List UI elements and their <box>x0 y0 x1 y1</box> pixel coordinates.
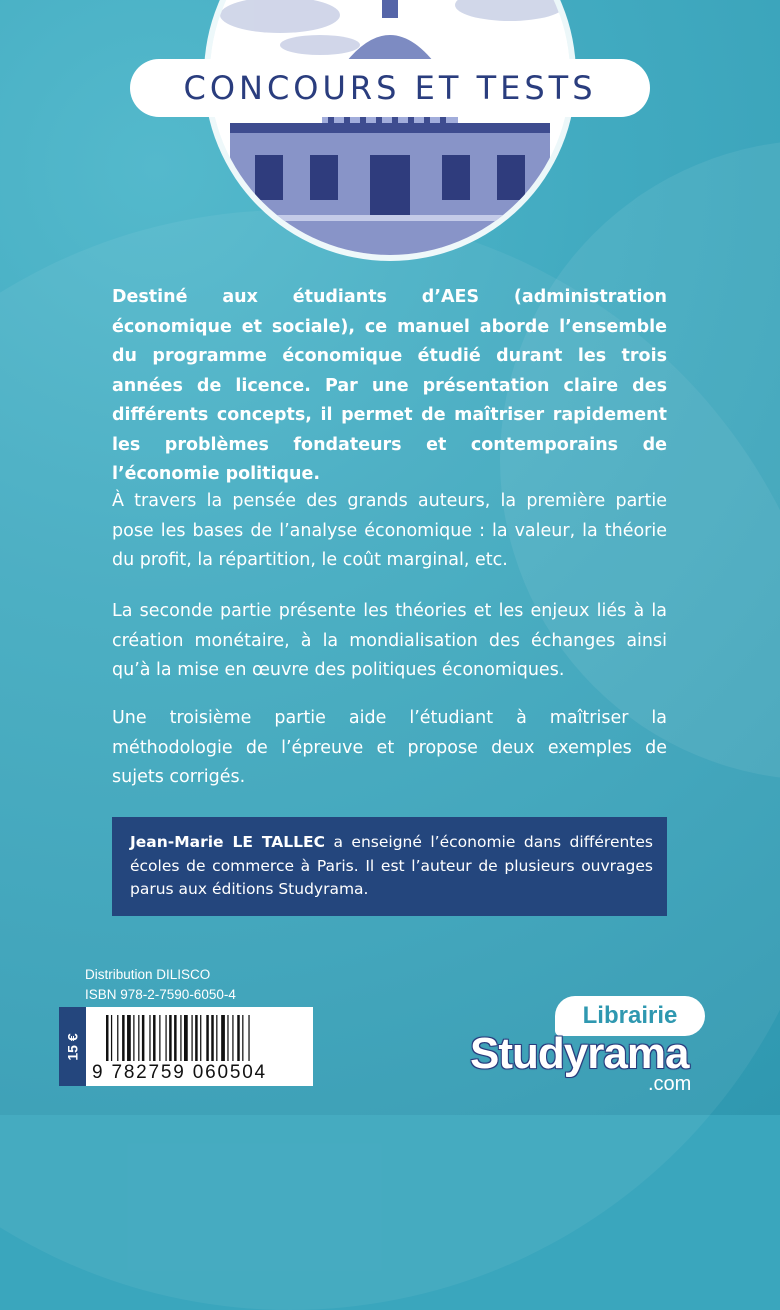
barcode <box>86 1007 313 1086</box>
barcode-digits: 9 782759 060504 <box>92 1062 267 1083</box>
logo-com: .com <box>648 1073 692 1095</box>
studyrama-logo <box>470 996 720 1096</box>
author-bio-box <box>112 817 667 916</box>
price-text: 15 € <box>64 1032 81 1061</box>
author-name: Jean-Marie LE TALLEC <box>130 833 325 851</box>
series-title: CONCOURS ET TESTS <box>183 69 597 107</box>
description-paragraph-2: À travers la pensée des grands auteurs, la première partie pose les bases de l’analyse économique : la valeur, la théorie du profit, la répartition, le coût marginal, etc. <box>112 491 667 570</box>
logo-studyrama: Studyrama <box>470 1029 689 1078</box>
description-paragraph-1: Destiné aux étudiants d’AES (administration économique et sociale), ce manuel aborde l’ensemble du programme économique étudié durant les trois années de licence. Par une présentation claire des différents concepts, il permet de maîtriser rapidement les problèmes fondateurs et contemporains de l’économie politique. <box>112 287 667 484</box>
description-paragraph-4: Une troisième partie aide l’étudiant à maîtriser la méthodologie de l’épreuve et propose deux exemples de sujets corrigés. <box>112 708 667 787</box>
description-paragraph-3: La seconde partie présente les théories et les enjeux liés à la création monétaire, à la mondialisation des échanges ainsi qu’à la mise en œuvre des politiques économiques. <box>112 601 667 680</box>
logo-librairie: Librairie <box>555 996 705 1036</box>
author-bio: a enseigné l’économie dans différentes écoles de commerce à Paris. Il est l’auteur de plusieurs ouvrages parus aux éditions Studyrama. <box>130 833 653 898</box>
isbn-text: ISBN 978-2-7590-6050-4 <box>85 987 236 1002</box>
distribution-text: Distribution DILISCO <box>85 967 211 982</box>
publication-info <box>85 965 236 1005</box>
barcode-bars <box>106 1015 296 1061</box>
series-title-banner <box>130 59 650 117</box>
price-label <box>59 1007 86 1086</box>
